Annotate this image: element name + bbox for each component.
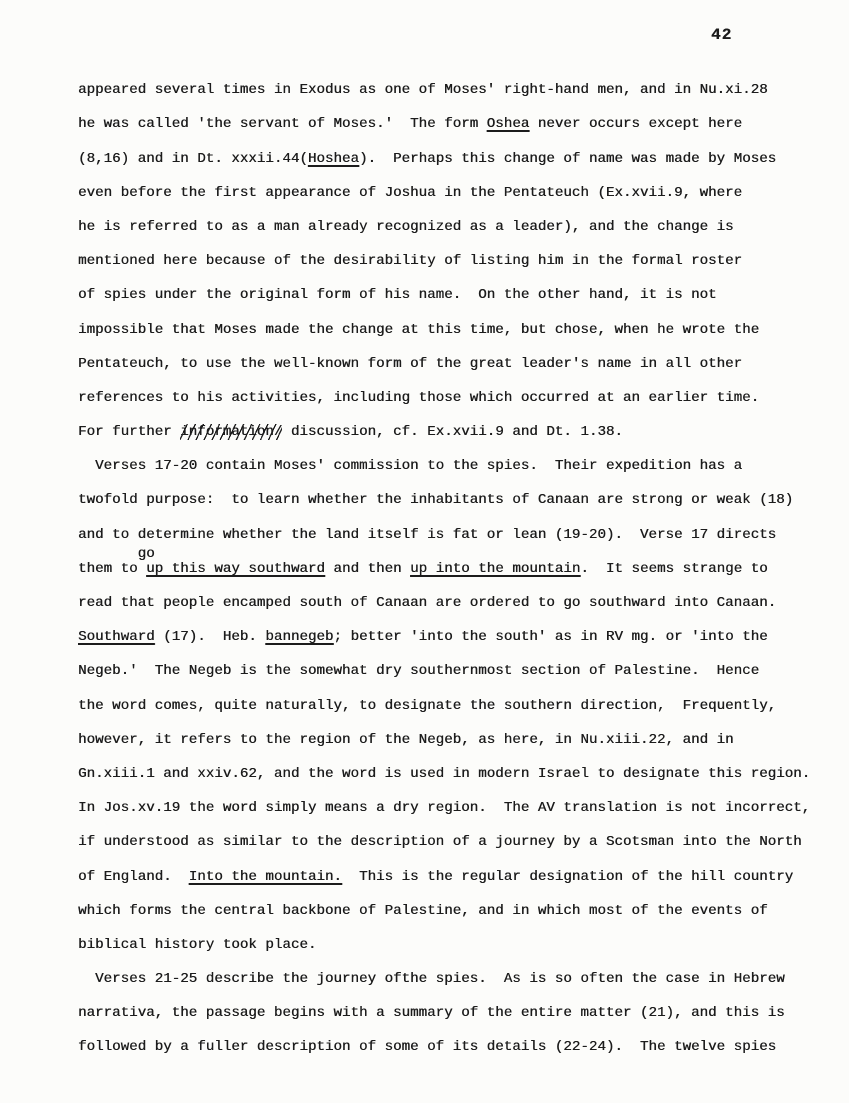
text-line — [78, 338, 838, 372]
text-line — [78, 748, 838, 782]
text-segment: even before the first appearance of Joshua in the Pentateuch (Ex.xvii.9, where — [78, 184, 743, 201]
text-segment: followed by a fuller description of some of its details (22-24). The twelve spies — [78, 1039, 777, 1056]
text-line — [78, 577, 838, 611]
text-segment: Verses 17-20 contain Moses' commission to the spies. Their expedition has a — [78, 458, 743, 475]
text-segment: of spies under the original form of his name. On the other hand, it is not — [78, 287, 717, 304]
text-line — [78, 987, 838, 1021]
text-segment: Gn.xiii.1 and xxiv.62, and the word is used in modern Israel to designate this region. — [78, 765, 811, 782]
text-segment: impossible that Moses made the change at this time, but chose, when he wrote the — [78, 321, 760, 338]
text-line — [78, 953, 838, 987]
text-segment: references to his activities, including those which occurred at an earlier time. — [78, 389, 760, 406]
text-segment: the word comes, quite naturally, to designate the southern direction, Frequently, — [78, 697, 777, 714]
text-line — [78, 303, 838, 337]
struck-out-text-segment: information/ — [180, 424, 283, 441]
text-segment: narrativa, the passage begins with a summary of the entire matter (21), and this is — [78, 1005, 785, 1022]
text-line — [78, 679, 838, 713]
text-line — [78, 201, 838, 235]
text-line — [78, 440, 838, 474]
text-line — [78, 782, 838, 816]
text-segment: biblical history took place. — [78, 936, 317, 953]
text-line — [78, 235, 838, 269]
text-line — [78, 543, 838, 577]
text-segment: however, it refers to the region of the Negeb, as here, in Nu.xiii.22, and in — [78, 731, 734, 748]
text-segment: For further — [78, 424, 181, 441]
text-line — [78, 132, 838, 166]
text-line — [78, 816, 838, 850]
underlined-text-segment: up this way southward — [146, 560, 325, 577]
text-segment: appeared several times in Exodus as one of Moses' right-hand men, and in Nu.xi.28 — [78, 82, 768, 99]
text-segment: Negeb.' The Negeb is the somewhat dry southernmost section of Palestine. Hence — [78, 663, 760, 680]
text-segment: he was called 'the servant of Moses.' The form — [78, 116, 487, 133]
text-line — [78, 508, 838, 542]
text-line — [78, 885, 838, 919]
text-line — [78, 919, 838, 953]
text-segment: if understood as similar to the description of a journey by a Scotsman into the North — [78, 834, 802, 851]
text-segment: . It seems strange to — [580, 560, 768, 577]
text-line — [78, 850, 838, 884]
text-line — [78, 269, 838, 303]
text-segment: twofold purpose: to learn whether the inhabitants of Canaan are strong or weak (18) — [78, 492, 794, 509]
text-line — [78, 474, 838, 508]
underlined-text-segment: up into the mountain — [410, 560, 581, 577]
text-line — [78, 406, 838, 440]
text-segment: In Jos.xv.19 the word simply means a dry region. The AV translation is not incorrect, — [78, 800, 811, 817]
underlined-text-segment: Southward — [78, 629, 155, 646]
text-segment: ). Perhaps this change of name was made by Moses — [358, 150, 777, 167]
text-line — [78, 645, 838, 679]
text-segment: and then — [324, 560, 411, 577]
underlined-text-segment: Into the mountain. — [188, 868, 342, 885]
text-segment: which forms the central backbone of Palestine, and in which most of the events of — [78, 902, 768, 919]
text-segment: This is the regular designation of the hill country — [341, 868, 794, 885]
text-line — [78, 1021, 838, 1055]
text-segment: (17). Heb. — [154, 629, 266, 646]
text-segment: Verses 21-25 describe the journey ofthe spies. As is so often the case in Hebrew — [78, 971, 785, 988]
text-segment: never occurs except here — [529, 116, 743, 133]
text-segment: go — [137, 545, 155, 562]
text-segment: of England. — [78, 868, 189, 885]
text-line — [78, 64, 838, 98]
text-segment: and to determine whether the land itself is fat or lean (19-20). Verse 17 directs — [78, 526, 777, 543]
text-segment: Pentateuch, to use the well-known form of the great leader's name in all other — [78, 355, 743, 372]
text-segment: he is referred to as a man already recognized as a leader), and the change is — [78, 218, 734, 235]
text-line — [78, 611, 838, 645]
text-line — [78, 372, 838, 406]
text-segment: discussion, cf. Ex.xvii.9 and Dt. 1.38. — [282, 424, 623, 441]
document-body — [78, 64, 838, 1055]
page-number: 42 — [711, 26, 733, 44]
text-segment: read that people encamped south of Canaan are ordered to go southward into Canaan. — [78, 595, 777, 611]
text-segment: them to — [78, 560, 147, 577]
text-segment: mentioned here because of the desirability of listing him in the formal roster — [78, 253, 743, 270]
text-line — [78, 167, 838, 201]
text-line — [78, 714, 838, 748]
text-segment: (8,16) and in Dt. xxxii.44( — [78, 150, 308, 167]
underlined-text-segment: bannegeb — [265, 629, 334, 646]
underlined-text-segment: Oshea — [486, 116, 530, 133]
text-line — [78, 98, 838, 132]
text-segment: ; better 'into the south' as in RV mg. or 'into the — [333, 629, 768, 646]
underlined-text-segment: Hoshea — [307, 150, 359, 167]
